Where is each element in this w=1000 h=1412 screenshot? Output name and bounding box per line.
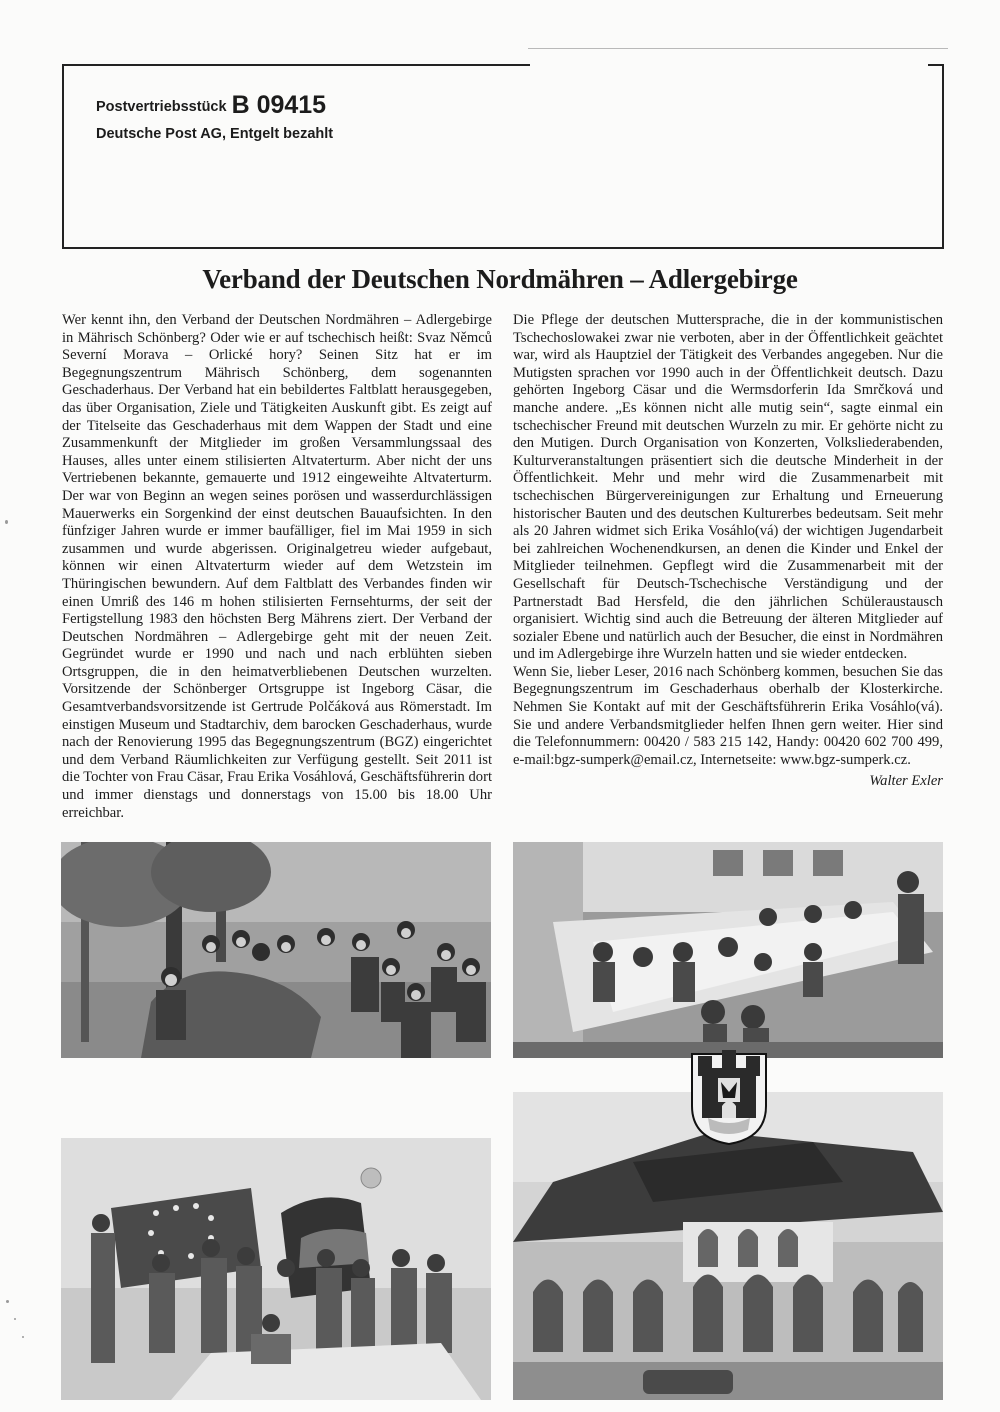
postal-code: B 09415: [231, 91, 327, 119]
left-column-text: Wer kennt ihn, den Verband der Deutschen Nordmähren – Adlergebirge in Mährisch Schönberg? Oder wie er auf tschechisch heißt: Svaz Němců Severní Morava – Orlické hory? Seinen Sitz hat er im Begegnungszentrum Mährisch Schönberg, dem sogenannten Geschaderhaus. Der Verband hat ein bebildertes Faltblatt herausgegeben, das über Organisation, Ziele und Tätigkeiten Auskunft gibt. Es zeigt auf der Titelseite das Geschaderhaus mit dem Wappen der Stadt und eine Zusammenkunft der Mitglieder im großen Versammlungssaal des Hauses, alles unter einem stilisierten Altvaterturm. Aber nicht der uns Vertriebenen bekannte, gemauerte und 1912 eingeweihte Altvaterturm. Der war von Beginn an wegen seines porösen und wasserdurchlässigen Mauerwerks ein Sorgenkind der einst deutschen Bauaufsichten. In den fünfziger Jahren wurde er immer baufälliger, fiel im Mai 1959 in sich zusammen und wurde abgerissen. Originalgetreu wieder aufgebaut, können wir einen Altvaterturm wieder auf dem Wetzstein im Thüringischen bewundern. Auf dem Faltblatt des Verbandes finden wir einen Umriß des 146 m hohen stilisierten Fernsehturms, der seit der Fertigstellung 1983 den höchsten Berg Mährens ziert. Der Verband der Deutschen Nordmähren – Adlergebirge geht mit der neuen Zeit. Gegründet wurde er 1990 und nach und nach erblühten sieben Ortsgruppen, die in den heimatverbliebenen Deutschen wurzelten. Vorsitzende der Schönberger Ortsgruppe ist Ingeborg Cäsar, die Gesamtverbandsvorsitzende ist Gertrude Polčáková aus Römerstadt. Im einstigen Museum und Stadtarchiv, dem barocken Geschaderhaus, wurde nach der Renovierung 1995 das Begegnungszentrum (BGZ) eingerichtet und dem Verband Räumlichkeiten zur Verfügung gestellt. Seit 2011 ist die Tochter von Frau Cäsar, Frau Erika Vosáhlová, Geschäftsführerin dort und immer dienstags und donnerstags von 15.00 bis 18.00 Uhr erreichbar.: [62, 312, 493, 821]
photo-meeting-hall: [513, 842, 943, 1058]
article-right-column: [513, 312, 943, 791]
article-author: Walter Exler: [869, 773, 943, 790]
postal-label: [96, 91, 326, 120]
crest-schoenberg: [688, 1046, 770, 1146]
postal-label-text: Postvertriebsstück: [96, 99, 227, 115]
right-column-paragraph-1: Die Pflege der deutschen Muttersprache, die in der kommunistischen Tschechoslowakei zwar nie verboten, aber in der Öffentlichkeit geächtet war, wird als Hauptziel der Tätigkeit des Verbandes angegeben. Nur die Mutigsten sprachen vor 1990 auch in der Öffentlichkeit deutsch. Dazu gehörten Ingeborg Cäsar und die Wermsdorferin Ida Smrčková und manche andere. „Es können nicht alle mutig sein“, sagte einmal ein tschechischer Freund mit deutschen Wurzeln zu mir. Er gehörte nicht zu den Mutigen. Durch Organisation von Konzerten, Volksliederabenden, Kulturveranstaltungen präsentiert sich die deutsche Minderheit in der Öffentlichkeit. Mehr und mehr wird die Zusammenarbeit mit tschechischen Bürgervereinigungen zur Erhaltung und Erneuerung historischer Bauten und des deutschen Kulturerbes bedeutsam. Seit mehr als 20 Jahren widmet sich Erika Vosáhlo(vá) der wichtigen Jugendarbeit bei zahlreichen Wochenendkursen, an denen die Kinder und Enkel der Mitglieder teilnehmen. Gepflegt wird die Zusammenarbeit mit der Gesellschaft für Deutsch-Tschechische Verständigung und der Partnerstadt Bad Hersfeld, die den jährlichen Schüleraustausch organisiert. Wichtig sind auch die Betreuung der älteren Mitglieder auf sozialer Ebene und natürlich auch der Besucher, die einst in Nordmähren und im Adlergebirge ihre Wurzeln hatten und sie wieder entdecken.: [513, 312, 943, 663]
postal-payment: Deutsche Post AG, Entgelt bezahlt: [96, 126, 334, 142]
photo-group-flags: [61, 1138, 491, 1400]
right-column-paragraph-2: Wenn Sie, lieber Leser, 2016 nach Schönberg kommen, besuchen Sie das Begegnungszentrum im Geschaderhaus oberhalb der Klosterkirche. Nehmen Sie Kontakt auf mit der Geschäftsführerin Erika Vosáhlo(vá). Sie und andere Verbandsmitglieder helfen Ihnen gern weiter. Hier sind die Telefonnummern: 00420 / 583 215 142, Handy: 00420 602 700 499, e-mail:bgz-sumperk@email.cz, Internetseite: www.bgz-sumperk.cz.: [513, 663, 943, 768]
photo-youth-group: [61, 842, 491, 1058]
article-title: Verband der Deutschen Nordmähren – Adlergebirge: [202, 264, 798, 294]
article-left-column: [62, 312, 492, 822]
top-rule: [528, 48, 948, 49]
